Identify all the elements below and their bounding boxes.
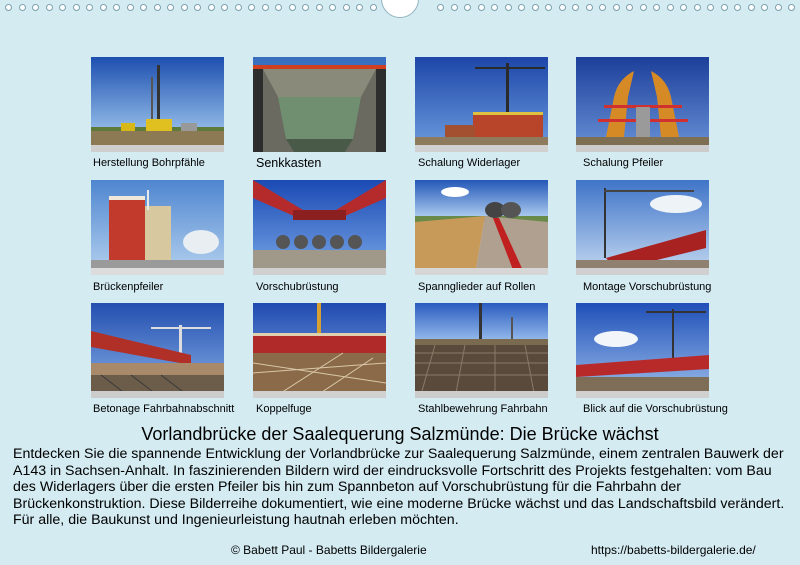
binding-hole: [775, 4, 782, 11]
binding-hole: [640, 4, 647, 11]
binding-hole: [248, 4, 255, 11]
caption-8: Montage Vorschubrüstung: [583, 281, 712, 293]
page-title: Vorlandbrücke der Saalequerung Salzmünde: Die Brücke wächst: [141, 424, 659, 444]
website-link[interactable]: https://babetts-bildergalerie.de/: [591, 543, 756, 557]
girder-assembly-icon: [576, 180, 709, 275]
binding-hole: [748, 4, 755, 11]
binding-hole: [329, 4, 336, 11]
binding-hole: [59, 4, 66, 11]
binding-hole: [667, 4, 674, 11]
binding-hole: [356, 4, 363, 11]
binding-hole: [721, 4, 728, 11]
photo-launching-girder: [253, 180, 386, 275]
binding-hole: [5, 4, 12, 11]
caption-12: Blick auf die Vorschubrüstung: [583, 403, 728, 415]
binding-hole: [370, 4, 377, 11]
binding-hole: [788, 4, 795, 11]
binding-hole: [262, 4, 269, 11]
binding-hole: [140, 4, 147, 11]
binding-hole: [464, 4, 471, 11]
launching-girder-icon: [253, 180, 386, 275]
binding-hole: [545, 4, 552, 11]
caption-11: Stahlbewehrung Fahrbahn: [418, 403, 548, 415]
tendon-rolls-icon: [415, 180, 548, 275]
photo-tendon-rolls: [415, 180, 548, 275]
binding-hole: [599, 4, 606, 11]
binding-hole: [626, 4, 633, 11]
binding-hole: [167, 4, 174, 11]
binding-hole: [100, 4, 107, 11]
binding-hole: [32, 4, 39, 11]
binding-hole: [302, 4, 309, 11]
caption-6: Vorschubrüstung: [256, 281, 339, 293]
binding-hole: [572, 4, 579, 11]
binding-hole: [586, 4, 593, 11]
girder-view-icon: [576, 303, 709, 398]
description-text: Entdecken Sie die spannende Entwicklung der Vorlandbrücke zur Saalequerung Salzmünde, einem zentralen Bauwerk der A143 in Sachsen-Anhalt. In faszinierenden Bildern wird der eindrucksvolle Fortschritt des Projekts festgehalten: vom Bau des Widerlagers über die ersten Pfeiler bis hin zum Spannbeton auf Vorschubrüstung für die Fahrbahn der Brückenkonstruktion. Diese Bilderreihe dokumentiert, wie eine moderne Brücke wächst und das Landschaftsbild verändert. Für alle, die Baukunst und Ingenieurleistung hautnah erleben möchten.: [13, 446, 785, 528]
binding-hole: [653, 4, 660, 11]
binding-hole: [478, 4, 485, 11]
binding-hole: [316, 4, 323, 11]
bridge-pier-icon: [91, 180, 224, 275]
photo-rebar-deck: [415, 303, 548, 398]
binding-hole: [46, 4, 53, 11]
binding-hole: [518, 4, 525, 11]
caption-1: Herstellung Bohrpfähle: [93, 157, 205, 169]
rebar-deck-icon: [415, 303, 548, 398]
crane-abutment-icon: [415, 57, 548, 152]
binding-hole: [289, 4, 296, 11]
binding-hole: [505, 4, 512, 11]
caption-5: Brückenpfeiler: [93, 281, 164, 293]
binding-hole: [127, 4, 134, 11]
photo-pier-formwork: [576, 57, 709, 152]
binding-hole: [86, 4, 93, 11]
photo-caisson: [253, 57, 386, 152]
binding-hole: [532, 4, 539, 11]
binding-hole: [235, 4, 242, 11]
binding-hole: [194, 4, 201, 11]
binding-hole: [694, 4, 701, 11]
binding-hole: [680, 4, 687, 11]
photo-crane-abutment: [415, 57, 548, 152]
coupling-joint-icon: [253, 303, 386, 398]
caption-7: Spannglieder auf Rollen: [418, 281, 536, 293]
drilling-rig-icon: [91, 57, 224, 152]
caption-4: Schalung Pfeiler: [583, 157, 664, 169]
caisson-icon: [253, 57, 386, 152]
caption-2: Senkkasten: [256, 156, 322, 170]
photo-drilling-rig: [91, 57, 224, 152]
binding-hole: [208, 4, 215, 11]
binding-hole: [221, 4, 228, 11]
pier-formwork-icon: [576, 57, 709, 152]
copyright-text: © Babett Paul - Babetts Bildergalerie: [231, 543, 427, 557]
photo-deck-concrete: [91, 303, 224, 398]
caption-10: Koppelfuge: [256, 403, 312, 415]
photo-girder-view: [576, 303, 709, 398]
binding-hole: [613, 4, 620, 11]
binding-hole: [19, 4, 26, 11]
photo-girder-assembly: [576, 180, 709, 275]
binding-hole: [343, 4, 350, 11]
binding-hole: [437, 4, 444, 11]
binding-hole: [559, 4, 566, 11]
binding-hole: [73, 4, 80, 11]
binding-hole: [707, 4, 714, 11]
binding-hole: [734, 4, 741, 11]
binding-hole: [154, 4, 161, 11]
deck-concrete-icon: [91, 303, 224, 398]
photo-bridge-pier: [91, 180, 224, 275]
binding-hole: [451, 4, 458, 11]
binding-hole: [275, 4, 282, 11]
caption-9: Betonage Fahrbahnabschnitt: [93, 403, 235, 415]
photo-coupling-joint: [253, 303, 386, 398]
binding-hole: [113, 4, 120, 11]
binding-hole: [761, 4, 768, 11]
caption-3: Schalung Widerlager: [418, 157, 521, 169]
binding-hole: [491, 4, 498, 11]
binding-hole: [181, 4, 188, 11]
